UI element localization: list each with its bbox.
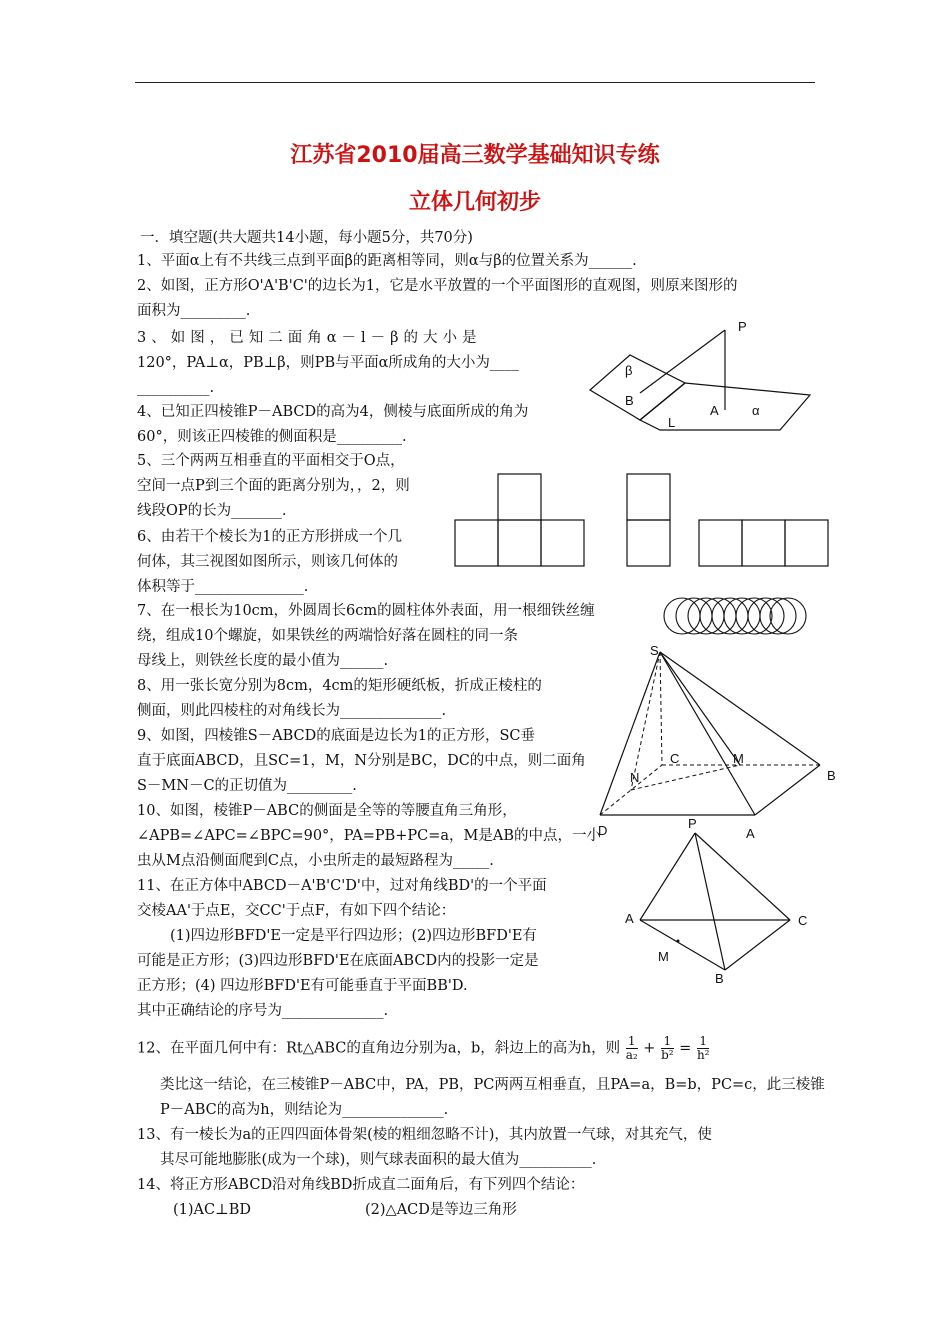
label-m: M: [733, 751, 744, 766]
q3-line-1: 3、如图，已知二面角α－l－β的大小是: [137, 330, 482, 346]
q11-line-3: (1)四边形BFD'E一定是平行四边形；(2)四边形BFD'E有: [170, 928, 537, 944]
q6-line-2: 何体，其三视图如图所示，则该几何体的: [137, 554, 398, 570]
q11-line-5: 正方形；(4) 四边形BFD'E有可能垂直于平面BB'D.: [137, 978, 468, 994]
coil-ring: [748, 598, 784, 634]
frac-3-num: 1: [697, 1035, 710, 1049]
q11-line-6: 其中正确结论的序号为______________.: [137, 1003, 389, 1019]
q12-line-1: [137, 1035, 710, 1062]
q7-line-1: 7、在一根长为10cm，外圆周长6cm的圆柱体外表面，用一根细铁丝缠: [137, 603, 595, 619]
frac-1-den: a₂: [625, 1048, 638, 1062]
edge-pc: [695, 833, 790, 920]
label-d: D: [598, 823, 608, 838]
top-view-square-3: [785, 520, 828, 566]
label-a: A: [746, 826, 755, 840]
q5-line-3: 线段OP的长为_______.: [137, 503, 287, 519]
coil-ring: [724, 598, 760, 634]
segment-nm: [631, 765, 740, 790]
coil-ring: [664, 598, 700, 634]
edge-sc: [660, 652, 662, 765]
pyramid-pabc-figure: [620, 815, 820, 990]
label-c: C: [670, 751, 680, 766]
edge-ab: [755, 765, 820, 815]
edge-pa: [640, 833, 695, 920]
edge-ab: [640, 920, 725, 970]
q12-text: 12、在平面几何中有：Rt△ABC的直角边分别为a，b，斜边上的高为h，则: [137, 1040, 621, 1057]
pyramid-sabcd-figure: [590, 640, 845, 840]
edge-pb: [695, 833, 725, 970]
q3-line-2: 120°，PA⊥α，PB⊥β，则PB与平面α所成角的大小为____: [137, 355, 519, 371]
front-view-top-square: [498, 474, 541, 520]
q3-line-3: __________.: [137, 380, 215, 396]
label-m: M: [658, 949, 669, 964]
section-heading: 一．填空题(共大题共14小题，每小题5分，共70分): [140, 230, 473, 246]
top-view-square-1: [699, 520, 742, 566]
page-title: 江苏省2010届高三数学基础知识专练: [290, 143, 660, 168]
coil-ring: [676, 598, 712, 634]
q6-line-1: 6、由若干个棱长为1的正方形拼成一个几: [137, 529, 402, 545]
edge-sb: [660, 652, 820, 765]
q11-line-4: 可能是正方形；(3)四边形BFD'E在底面ABCD内的投影一定是: [137, 953, 539, 969]
label-n: N: [630, 770, 640, 785]
q7-line-2: 绕，组成10个螺旋，如果铁丝的两端恰好落在圆柱的同一条: [137, 628, 518, 644]
q10-line-2: ∠APB=∠APC=∠BPC=90°，PA=PB+PC=a，M是AB的中点，一小: [137, 828, 602, 844]
q1-line: 1、平面α上有不共线三点到平面β的距离相等同，则α与β的位置关系为______.: [137, 253, 637, 269]
q8-line-1: 8、用一张长宽分别为8cm，4cm的矩形硬纸板，折成正棱柱的: [137, 678, 542, 694]
q7-line-3: 母线上，则铁丝长度的最小值为______.: [137, 653, 389, 669]
formula-equals: =: [679, 1040, 692, 1057]
q4-line-1: 4、已知正四棱锥P－ABCD的高为4，侧棱与底面所成的角为: [137, 404, 529, 420]
q12-line-3: P－ABC的高为h，则结论为______________.: [160, 1102, 449, 1118]
top-rule: [135, 82, 815, 83]
edge-sa: [660, 652, 755, 815]
q13-line-2: 其尽可能地膨胀(成为一个球)，则气球表面积的最大值为__________.: [160, 1152, 597, 1168]
q12-line-2: 类比这一结论，在三棱锥P－ABC中，PA，PB，PC两两互相垂直，且PA=a，B=b，PC=c，此三棱锥: [160, 1077, 825, 1093]
q6-line-3: 体积等于_______________.: [137, 579, 309, 595]
label-l: L: [668, 415, 676, 430]
frac-2-num: 1: [661, 1035, 674, 1049]
label-beta: β: [625, 363, 633, 378]
q14-option-1: (1)AC⊥BD: [173, 1202, 252, 1218]
plane-beta: [590, 355, 685, 420]
label-a: A: [625, 911, 634, 926]
q10-line-3: 虫从M点沿侧面爬到C点，小虫所走的最短路程为_____.: [137, 853, 494, 869]
front-view-square-2: [498, 520, 541, 566]
q11-line-1: 11、在正方体中ABCD－A'B'C'D'中，过对角线BD'的一个平面: [137, 878, 547, 894]
coil-ring: [760, 598, 796, 634]
label-b: B: [827, 768, 836, 783]
q11-line-2: 交棱AA'于点E，交CC'于点F，有如下四个结论：: [137, 903, 456, 919]
coil-ring: [712, 598, 748, 634]
three-views-figure: [452, 470, 832, 570]
frac-3-den: h²: [696, 1048, 710, 1062]
q9-line-1: 9、如图，四棱锥S－ABCD的底面是边长为1的正方形，SC垂: [137, 728, 536, 744]
point-m: [677, 940, 680, 943]
segment-sm: [660, 652, 740, 765]
label-s: S: [650, 643, 659, 658]
segment-pb: [640, 330, 725, 393]
frac-2-den: b²: [661, 1048, 674, 1062]
q5-line-2: 空间一点P到三个面的距离分别为，，2，则: [137, 478, 410, 494]
q14-line-1: 14、将正方形ABCD沿对角线BD折成直二面角后，有下列四个结论：: [137, 1177, 585, 1193]
q13-line-1: 13、有一棱长为a的正四四面体骨架(棱的粗细忽略不计)，其内放置一气球，对其充气，使: [137, 1127, 712, 1143]
label-b: B: [715, 971, 724, 986]
label-p: P: [738, 319, 747, 334]
label-b: B: [625, 393, 634, 408]
dihedral-angle-figure: [580, 315, 820, 440]
front-view-square-3: [541, 520, 584, 566]
coil-ring: [770, 598, 806, 634]
label-alpha: α: [752, 403, 760, 418]
coil-ring: [700, 598, 736, 634]
front-view-square-1: [455, 520, 498, 566]
side-view-square-2: [627, 520, 670, 566]
side-view-square-1: [627, 474, 670, 520]
coil-ring: [688, 598, 724, 634]
formula-frac-1: [626, 1035, 638, 1062]
q9-line-2: 直于底面ABCD，且SC=1，M，N分别是BC，DC的中点，则二面角: [137, 753, 586, 769]
label-a: A: [710, 403, 719, 418]
formula-frac-2: [661, 1035, 674, 1062]
q14-option-2: (2)△ACD是等边三角形: [365, 1202, 517, 1218]
frac-1-num: 1: [626, 1035, 638, 1049]
coil-ring: [736, 598, 772, 634]
formula-plus: +: [643, 1040, 656, 1057]
q9-line-3: S－MN－C的正切值为_________.: [137, 778, 357, 794]
edge-bc: [725, 920, 790, 970]
q4-line-2: 60°，则该正四棱锥的侧面积是_________.: [137, 429, 407, 445]
q10-line-1: 10、如图，棱锥P－ABC的侧面是全等的等腰直角三角形，: [137, 803, 517, 819]
q8-line-2: 侧面，则此四棱柱的对角线长为______________.: [137, 703, 447, 719]
formula-frac-3: [697, 1035, 710, 1062]
top-view-square-2: [742, 520, 785, 566]
q2-line-2: 面积为_________.: [137, 303, 251, 319]
label-c: C: [798, 913, 808, 928]
label-p: P: [688, 816, 697, 831]
q2-line-1: 2、如图，正方形O'A'B'C'的边长为1，它是水平放置的一个平面图形的直观图，则原来图形的: [137, 278, 738, 294]
coil-figure: [660, 595, 810, 637]
page-subtitle: 立体几何初步: [408, 190, 541, 215]
q5-line-1: 5、三个两两互相垂直的平面相交于O点，: [137, 453, 405, 469]
